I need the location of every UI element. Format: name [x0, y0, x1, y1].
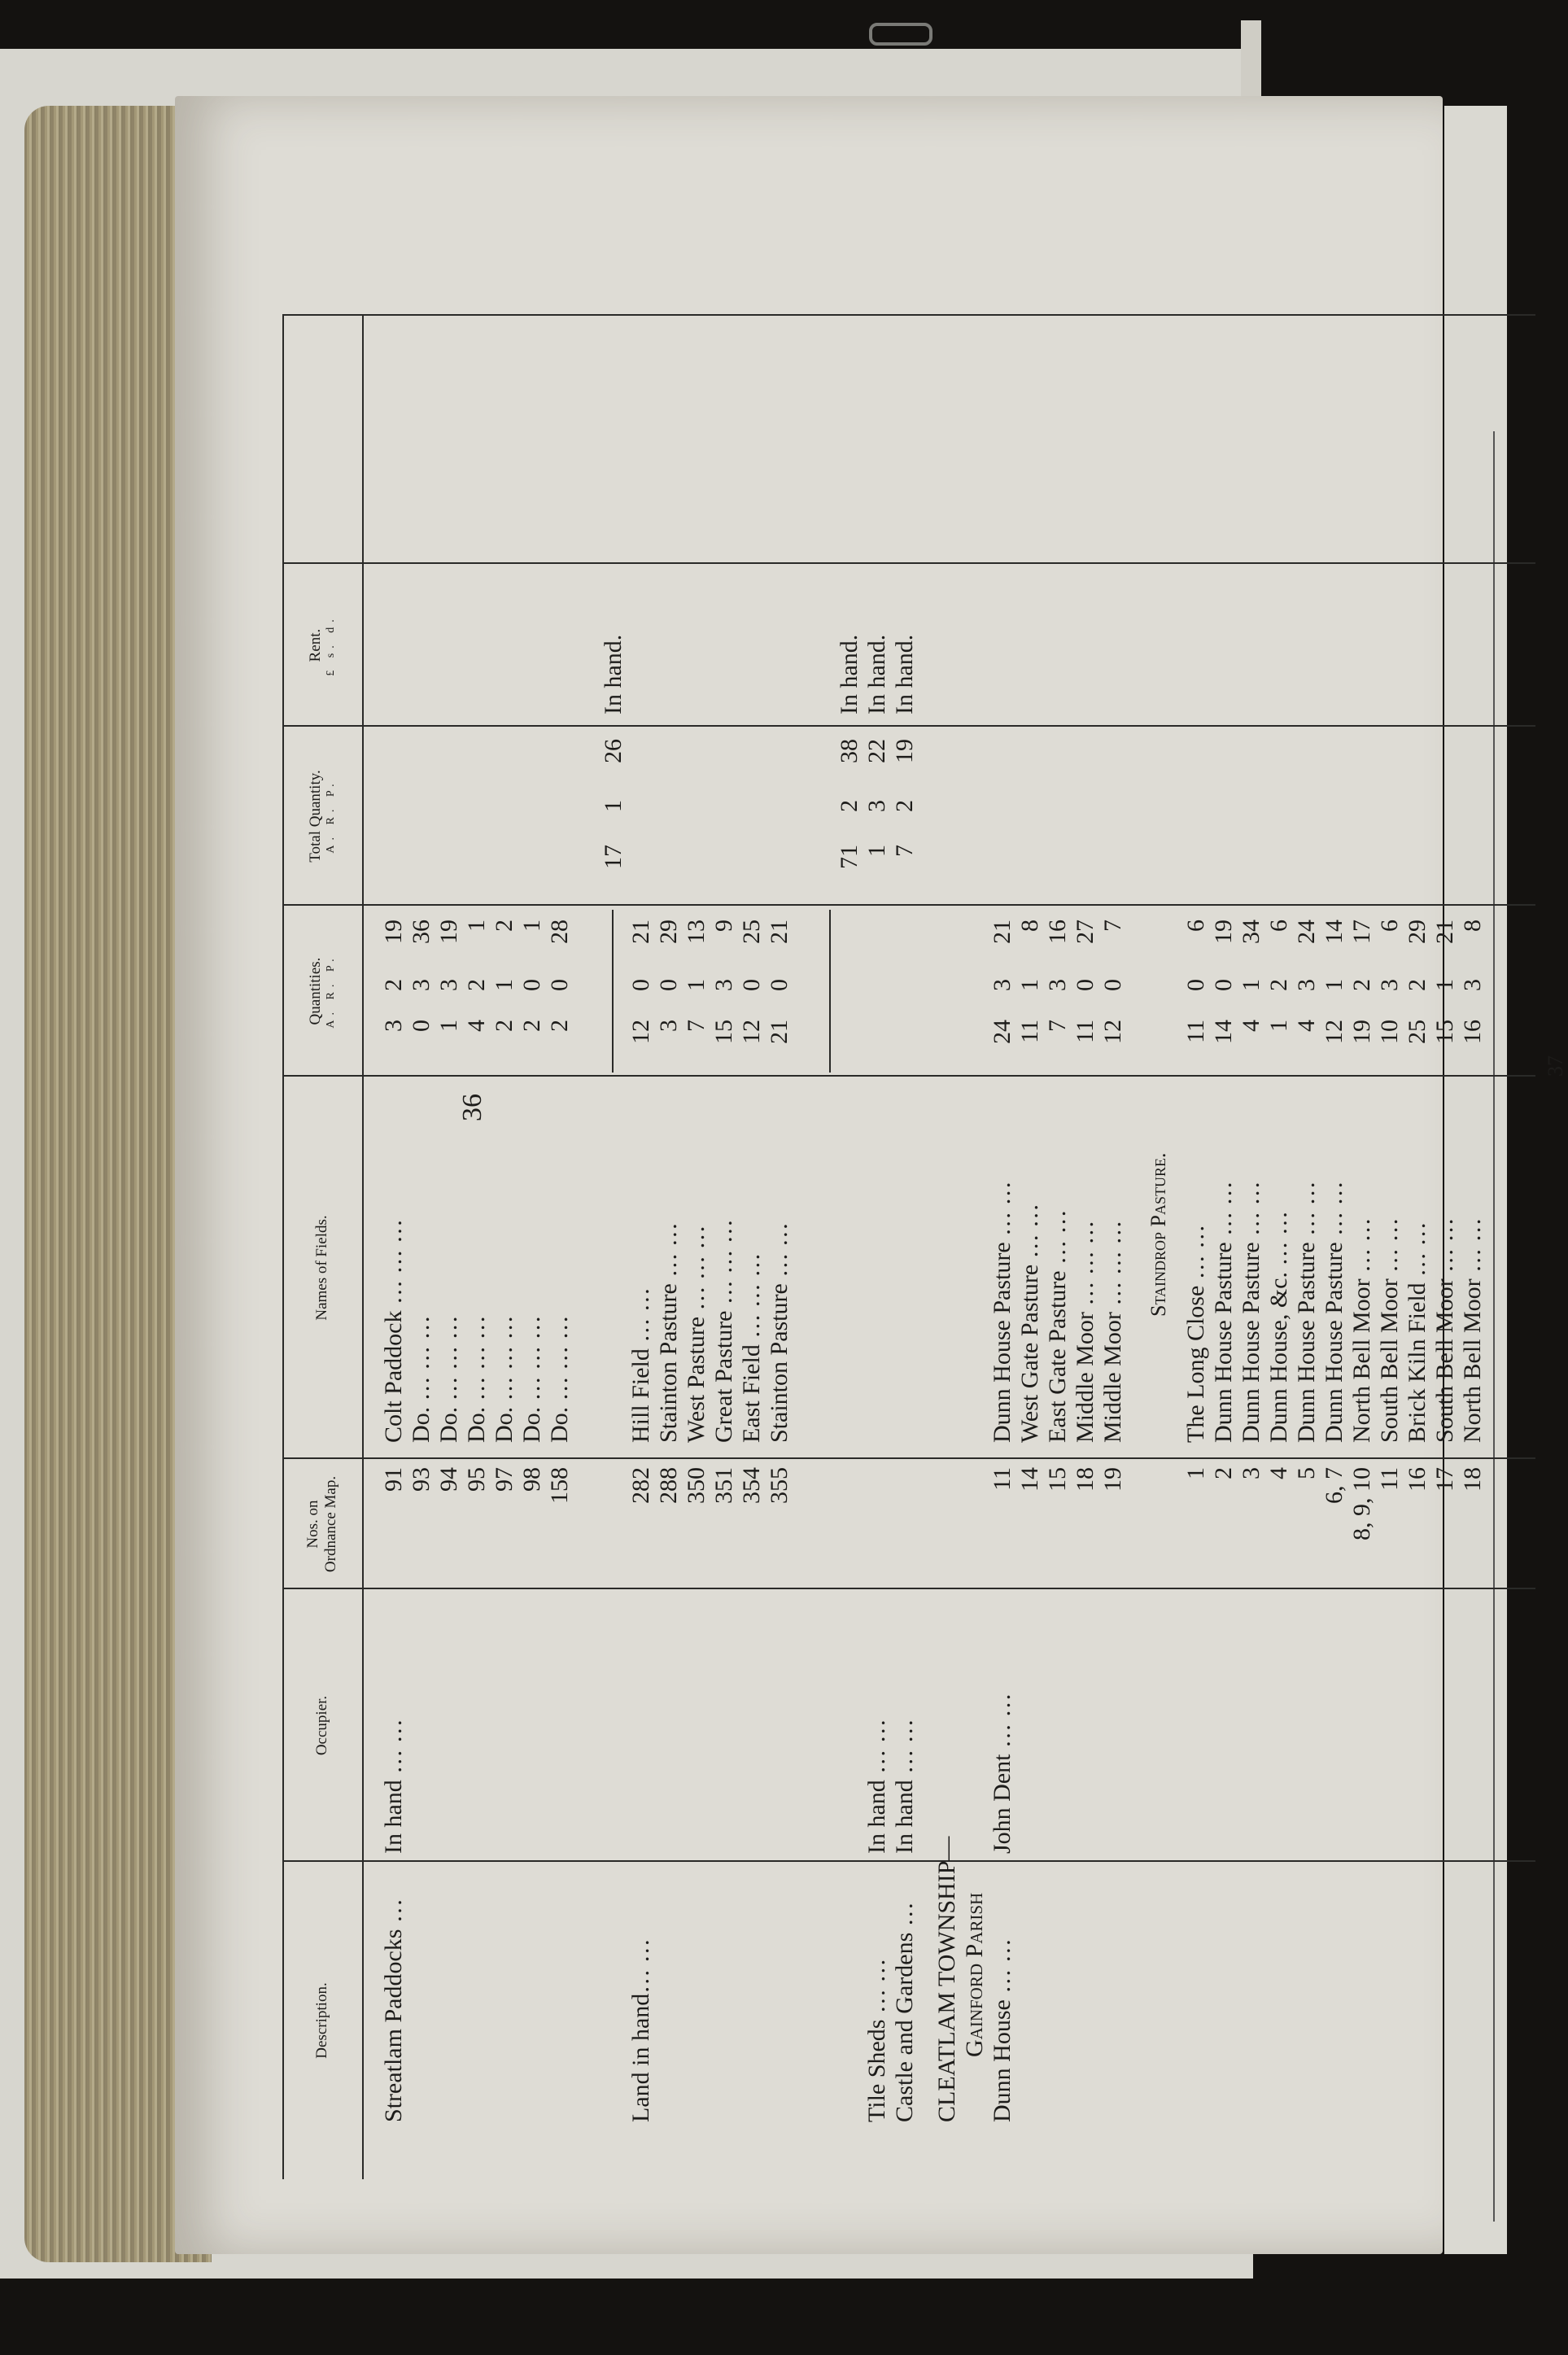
- row-quantity-perches: 6: [1182, 920, 1209, 932]
- row-map-number: 11: [989, 1467, 1015, 1491]
- row-map-number: 94: [435, 1467, 462, 1492]
- table-row: [600, 96, 627, 2179]
- row-occupier: In hand … …: [863, 1719, 890, 1854]
- header-names: Names of Fields.: [313, 1215, 331, 1321]
- table-row: [1182, 96, 1210, 2179]
- row-total-roods: 2: [836, 800, 863, 812]
- row-quantity-acres: 3: [380, 1020, 407, 1032]
- row-map-number: 1: [1182, 1467, 1209, 1479]
- row-map-number: 355: [766, 1467, 793, 1504]
- row-quantity-perches: 36: [408, 920, 435, 944]
- row-quantity-acres: 7: [1044, 1020, 1071, 1032]
- table-row: [655, 96, 683, 2179]
- row-quantity-acres: 4: [463, 1020, 490, 1032]
- row-quantity-roods: 0: [1072, 979, 1098, 991]
- row-quantity-perches: 21: [766, 920, 793, 944]
- row-description: Gainford Parish: [961, 1892, 988, 2057]
- row-total-roods: 1: [600, 800, 627, 812]
- row-map-number: 93: [408, 1467, 435, 1492]
- row-map-number: 19: [1099, 1467, 1126, 1492]
- row-quantity-perches: 19: [380, 920, 407, 944]
- row-total-acres: 71: [836, 845, 863, 869]
- row-field-name: Do. … … …: [463, 1315, 490, 1443]
- row-map-number: 158: [546, 1467, 573, 1504]
- row-quantity-roods: 2: [463, 979, 490, 991]
- header-total-label: Total Quantity.: [307, 770, 325, 863]
- row-quantity-perches: 19: [1210, 920, 1237, 944]
- paper-clip: [869, 23, 933, 46]
- table-row: [1072, 96, 1099, 2179]
- row-field-name: East Field … … …: [738, 1252, 765, 1443]
- row-quantity-acres: 12: [627, 1020, 654, 1044]
- row-map-number: 18: [1459, 1467, 1486, 1492]
- header-bottom-rule: [362, 316, 364, 2179]
- table-row: [1321, 96, 1348, 2179]
- row-quantity-acres: 12: [1321, 1020, 1347, 1044]
- row-quantity-acres: 14: [1210, 1020, 1237, 1044]
- row-quantity-acres: 24: [989, 1020, 1015, 1044]
- row-quantity-acres: 2: [491, 1020, 518, 1032]
- row-quantity-acres: 4: [1293, 1020, 1320, 1032]
- row-map-number: 351: [710, 1467, 737, 1504]
- table-row: [738, 96, 766, 2179]
- row-quantity-acres: 21: [766, 1020, 793, 1044]
- table-row: [1265, 96, 1293, 2179]
- row-field-name: Do. … … …: [518, 1315, 545, 1443]
- row-quantity-roods: 3: [989, 979, 1015, 991]
- row-quantity-perches: 19: [435, 920, 462, 944]
- row-field-name: Do. … … …: [546, 1315, 573, 1443]
- table-row: [518, 96, 546, 2179]
- table-row: [463, 96, 491, 2179]
- row-quantity-acres: 12: [738, 1020, 765, 1044]
- row-quantity-roods: 3: [408, 979, 435, 991]
- table-row: [836, 96, 863, 2179]
- row-quantity-perches: 17: [1348, 920, 1375, 944]
- header-nos-line2: Ordnance Map.: [322, 1475, 339, 1573]
- row-field-name: Dunn House Pasture … …: [1321, 1181, 1347, 1443]
- row-quantity-roods: 3: [1459, 979, 1486, 991]
- table-row: [1293, 96, 1321, 2179]
- table-row: [1376, 96, 1404, 2179]
- row-map-number: 5: [1293, 1467, 1320, 1479]
- row-field-name: Colt Paddock … … …: [380, 1219, 407, 1443]
- row-field-name: The Long Close … …: [1182, 1224, 1209, 1443]
- table-row: [380, 96, 408, 2179]
- row-quantity-roods: 1: [1016, 979, 1043, 991]
- table-row: [1459, 96, 1487, 2179]
- header-rent-units: £ s. d.: [324, 614, 337, 676]
- row-field-name: Dunn House Pasture … …: [1210, 1181, 1237, 1443]
- row-total-roods: 2: [891, 800, 918, 812]
- row-total-acres: 1: [863, 845, 890, 857]
- row-description: Tile Sheds … …: [863, 1958, 890, 2122]
- row-quantity-acres: 16: [1459, 1020, 1486, 1044]
- row-map-number: 97: [491, 1467, 518, 1492]
- row-quantity-perches: 7: [1099, 920, 1126, 932]
- row-field-name: Stainton Pasture … …: [655, 1222, 682, 1443]
- header-nos-line1: Nos. on: [304, 1500, 322, 1549]
- row-quantity-roods: 3: [1044, 979, 1071, 991]
- header-quantities-label: Quantities.: [307, 957, 325, 1025]
- row-quantity-perches: 29: [1404, 920, 1430, 944]
- row-quantity-roods: 0: [1182, 979, 1209, 991]
- row-quantity-perches: 29: [655, 920, 682, 944]
- row-quantity-roods: 2: [1348, 979, 1375, 991]
- row-quantity-perches: 27: [1072, 920, 1098, 944]
- row-quantity-roods: 0: [766, 979, 793, 991]
- table-row: [863, 96, 891, 2179]
- row-description: Land in hand… …: [627, 1938, 654, 2122]
- row-quantity-perches: 28: [546, 920, 573, 944]
- row-quantity-roods: 0: [1099, 979, 1126, 991]
- row-map-number: 4: [1265, 1467, 1292, 1479]
- table-row: [1431, 96, 1459, 2179]
- page-number-right: 37: [1544, 1055, 1567, 1077]
- row-quantity-acres: 1: [1265, 1020, 1292, 1032]
- row-quantity-perches: 16: [1044, 920, 1071, 944]
- header-quantities-units: A. R. P.: [324, 954, 337, 1029]
- row-quantity-perches: 24: [1293, 920, 1320, 944]
- row-description: Castle and Gardens …: [891, 1902, 918, 2122]
- table-row: [1044, 96, 1072, 2179]
- row-field-name: Brick Kiln Field … …: [1404, 1221, 1430, 1443]
- row-quantity-perches: 8: [1459, 920, 1486, 932]
- row-quantity-acres: 11: [1182, 1020, 1209, 1043]
- row-quantity-roods: 0: [738, 979, 765, 991]
- row-map-number: 17: [1431, 1467, 1458, 1492]
- row-quantity-perches: 25: [738, 920, 765, 944]
- row-total-acres: 7: [891, 845, 918, 857]
- row-quantity-roods: 0: [627, 979, 654, 991]
- table-row: [1210, 96, 1238, 2179]
- header-rent: [282, 564, 362, 727]
- row-map-number: 288: [655, 1467, 682, 1504]
- table-row: [961, 96, 989, 2179]
- table-row: [683, 96, 710, 2179]
- row-quantity-acres: 19: [1348, 1020, 1375, 1044]
- table-row: [710, 96, 738, 2179]
- row-field-name: Do. … … …: [491, 1315, 518, 1443]
- row-rent: In hand.: [863, 634, 890, 714]
- row-quantity-acres: 10: [1376, 1020, 1403, 1044]
- row-field-name: Dunn House, &c. … …: [1265, 1211, 1292, 1443]
- table-row: [989, 96, 1016, 2179]
- table-row: [408, 96, 435, 2179]
- row-quantity-acres: 15: [1431, 1020, 1458, 1044]
- subtotal-rule-2: [829, 910, 831, 1073]
- table-row: [1238, 96, 1265, 2179]
- row-quantity-perches: 6: [1376, 920, 1403, 932]
- row-quantity-perches: 21: [1431, 920, 1458, 944]
- row-quantity-roods: 1: [1238, 979, 1264, 991]
- header-total-units: A. R. P.: [324, 779, 337, 854]
- row-map-number: 11: [1376, 1467, 1403, 1491]
- row-quantity-roods: 0: [1210, 979, 1237, 991]
- row-quantity-roods: 2: [380, 979, 407, 991]
- row-quantity-perches: 1: [518, 920, 545, 932]
- row-total-perches: 26: [600, 739, 627, 763]
- row-quantity-roods: 3: [1293, 979, 1320, 991]
- row-map-number: 15: [1044, 1467, 1071, 1492]
- header-occupier: Occupier.: [313, 1695, 331, 1756]
- row-quantity-acres: 7: [683, 1020, 710, 1032]
- rotated-ledger-table: [282, 96, 1567, 2179]
- row-occupier: In hand … …: [891, 1719, 918, 1854]
- table-row: [627, 96, 655, 2179]
- row-map-number: 14: [1016, 1467, 1043, 1492]
- row-quantity-perches: 21: [627, 920, 654, 944]
- header-rent-label: Rent.: [307, 628, 325, 662]
- row-field-name: Hill Field … …: [627, 1287, 654, 1443]
- row-quantity-acres: 2: [546, 1020, 573, 1032]
- row-quantity-roods: 1: [1431, 979, 1458, 991]
- row-field-name: West Gate Pasture … …: [1016, 1203, 1043, 1443]
- row-field-name: East Gate Pasture … …: [1044, 1209, 1071, 1443]
- row-quantity-acres: 1: [435, 1020, 462, 1032]
- row-description: Streatlam Paddocks …: [380, 1898, 407, 2122]
- row-field-name: Dunn House Pasture … …: [989, 1181, 1015, 1443]
- row-quantity-roods: 1: [1321, 979, 1347, 991]
- row-quantity-perches: 13: [683, 920, 710, 944]
- header-quantities: [282, 906, 362, 1077]
- page-number-left: 36: [457, 1094, 487, 1121]
- row-field-name: Do. … … …: [408, 1315, 435, 1443]
- row-total-acres: 17: [600, 845, 627, 869]
- row-quantity-perches: 14: [1321, 920, 1347, 944]
- table-row: [1099, 96, 1127, 2179]
- row-map-number: 6, 7: [1321, 1467, 1347, 1504]
- row-map-number: 91: [380, 1467, 407, 1492]
- row-map-number: 16: [1404, 1467, 1430, 1492]
- table-row: [766, 96, 793, 2179]
- row-map-number: 8, 9, 10: [1348, 1467, 1375, 1540]
- row-quantity-perches: 21: [989, 920, 1015, 944]
- row-field-name: Do. … … …: [435, 1315, 462, 1443]
- row-quantity-roods: 3: [435, 979, 462, 991]
- row-rent: In hand.: [600, 634, 627, 714]
- row-quantity-roods: 0: [546, 979, 573, 991]
- row-map-number: 2: [1210, 1467, 1237, 1479]
- row-field-name: Stainton Pasture … …: [766, 1222, 793, 1443]
- table-row: [891, 96, 919, 2179]
- row-quantity-roods: 0: [518, 979, 545, 991]
- table-row: [1016, 96, 1044, 2179]
- row-map-number: 354: [738, 1467, 765, 1504]
- table-row: [1348, 96, 1376, 2179]
- table-row: [1145, 96, 1173, 2179]
- row-quantity-perches: 8: [1016, 920, 1043, 932]
- row-quantity-acres: 4: [1238, 1020, 1264, 1032]
- row-quantity-roods: 3: [1376, 979, 1403, 991]
- table-row: [546, 96, 574, 2179]
- row-quantity-acres: 25: [1404, 1020, 1430, 1044]
- ledger-page: [175, 96, 1567, 2254]
- row-map-number: 18: [1072, 1467, 1098, 1492]
- table-row: [491, 96, 518, 2179]
- row-quantity-acres: 15: [710, 1020, 737, 1044]
- row-occupier: In hand … …: [380, 1719, 407, 1854]
- table-row: [933, 96, 961, 2179]
- row-description: Dunn House … …: [989, 1938, 1015, 2122]
- row-quantity-roods: 2: [1265, 979, 1292, 991]
- row-rent: In hand.: [891, 634, 918, 714]
- header-description: Description.: [313, 1982, 331, 2059]
- row-map-number: 95: [463, 1467, 490, 1492]
- header-total: [282, 727, 362, 906]
- row-quantity-acres: 12: [1099, 1020, 1126, 1044]
- row-map-number: 3: [1238, 1467, 1264, 1479]
- row-field-name: Great Pasture … … …: [710, 1219, 737, 1443]
- row-map-number: 350: [683, 1467, 710, 1504]
- row-quantity-roods: 1: [491, 979, 518, 991]
- row-total-perches: 38: [836, 739, 863, 763]
- row-quantity-perches: 2: [491, 920, 518, 932]
- row-quantity-perches: 6: [1265, 920, 1292, 932]
- table-row: [435, 96, 463, 2179]
- table-row: [1404, 96, 1431, 2179]
- row-quantity-roods: 2: [1404, 979, 1430, 991]
- row-field-name: Staindrop Pasture.: [1147, 1152, 1170, 1317]
- row-quantity-roods: 3: [710, 979, 737, 991]
- row-field-name: Dunn House Pasture … …: [1293, 1181, 1320, 1443]
- row-quantity-acres: 3: [655, 1020, 682, 1032]
- header-nos: [282, 1459, 362, 1589]
- row-quantity-roods: 1: [683, 979, 710, 991]
- row-field-name: North Bell Moor … …: [1348, 1217, 1375, 1443]
- row-quantity-acres: 2: [518, 1020, 545, 1032]
- row-quantity-perches: 9: [710, 920, 737, 932]
- row-field-name: West Pasture … … …: [683, 1225, 710, 1443]
- row-quantity-roods: 0: [655, 979, 682, 991]
- row-field-name: Dunn House Pasture … …: [1238, 1181, 1264, 1443]
- row-total-perches: 19: [891, 739, 918, 763]
- row-field-name: Middle Moor … … …: [1099, 1220, 1126, 1443]
- row-field-name: Middle Moor … … …: [1072, 1220, 1098, 1443]
- row-total-perches: 22: [863, 739, 890, 763]
- row-rent: In hand.: [836, 634, 863, 714]
- row-field-name: North Bell Moor … …: [1459, 1217, 1486, 1443]
- row-map-number: 282: [627, 1467, 654, 1504]
- row-occupier: John Dent … …: [989, 1693, 1015, 1854]
- row-quantity-acres: 11: [1016, 1020, 1043, 1043]
- row-description: CLEATLAM TOWNSHIP—: [933, 1836, 960, 2122]
- row-quantity-perches: 1: [463, 920, 490, 932]
- row-map-number: 98: [518, 1467, 545, 1492]
- row-field-name: South Bell Moor … …: [1431, 1217, 1458, 1443]
- row-field-name: South Bell Moor … …: [1376, 1217, 1403, 1443]
- row-quantity-perches: 34: [1238, 920, 1264, 944]
- row-total-roods: 3: [863, 800, 890, 812]
- row-quantity-acres: 0: [408, 1020, 435, 1032]
- row-quantity-acres: 11: [1072, 1020, 1098, 1043]
